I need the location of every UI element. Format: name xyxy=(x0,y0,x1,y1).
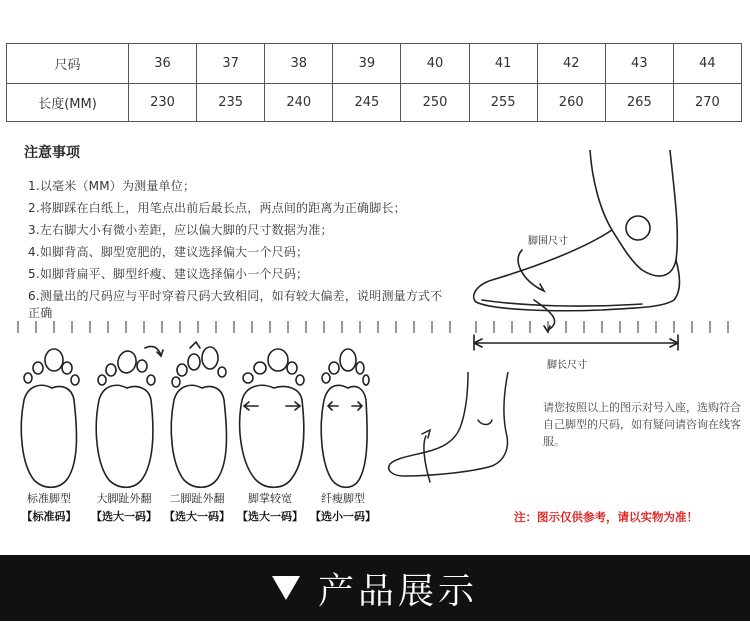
size-cell: 44 xyxy=(673,44,741,84)
size-row xyxy=(7,44,742,84)
foot-measurement-diagram xyxy=(462,150,712,355)
section-banner xyxy=(0,555,750,621)
slim-foot-icon xyxy=(321,349,369,487)
triangle-down-icon xyxy=(272,576,300,600)
foot-type-recommendation: 【选大一码】 xyxy=(91,510,157,523)
foot-type-label: 纤瘦脚型 xyxy=(321,492,365,505)
note-item: 1.以毫米（MM）为测量单位； xyxy=(28,179,196,193)
girth-label: 脚围尺寸 xyxy=(528,236,568,247)
size-cell: 42 xyxy=(537,44,605,84)
size-cell: 40 xyxy=(401,44,469,84)
length-cell: 230 xyxy=(129,84,197,122)
size-row-label: 尺码 xyxy=(7,44,129,84)
disclaimer-note: 注：图示仅供参考，请以实物为准！ xyxy=(514,510,698,524)
length-cell: 245 xyxy=(333,84,401,122)
note-item: 4.如脚背高、脚型宽肥的，建议选择偏大一个尺码； xyxy=(28,245,309,259)
foot-type-illustrations xyxy=(12,340,382,490)
length-cell: 270 xyxy=(673,84,741,122)
ruler xyxy=(14,319,464,335)
size-cell: 38 xyxy=(265,44,333,84)
length-row xyxy=(7,84,742,122)
foot-type-recommendation: 【选小一码】 xyxy=(310,510,376,523)
foot-type-label: 脚掌较宽 xyxy=(248,492,292,505)
size-cell: 36 xyxy=(129,44,197,84)
banner-title: 产品展示 xyxy=(317,570,478,612)
instructions-text: 请您按照以上的图示对号入座，选购符合自己脚型的尺码，如有疑问请咨询在线客服。 xyxy=(543,401,741,448)
length-label: 脚长尺寸 xyxy=(547,360,587,371)
foot-type-recommendation: 【标准码】 xyxy=(21,510,77,523)
foot-type-label: 大脚趾外翻 xyxy=(96,492,152,505)
note-item: 2.将脚踩在白纸上，用笔点出前后最长点，两点间的距离为正确脚长； xyxy=(28,201,406,215)
length-cell: 250 xyxy=(401,84,469,122)
foot-type-recommendation: 【选大一码】 xyxy=(237,510,303,523)
bottom-strip xyxy=(0,621,750,639)
foot-type-label: 二脚趾外翻 xyxy=(169,492,225,505)
foot-type-recommendation: 【选大一码】 xyxy=(164,510,230,523)
wide-foot-icon xyxy=(240,349,304,487)
length-cell: 265 xyxy=(605,84,673,122)
notes-title: 注意事项 xyxy=(24,145,80,161)
bunion-foot-icon xyxy=(96,346,163,487)
foot-sketch-icon xyxy=(382,372,522,484)
size-table xyxy=(6,43,742,122)
note-item: 6.测量出的尺码应与平时穿着尺码大致相同，如有较大偏差，说明测量方式不正确 xyxy=(28,289,443,320)
standard-foot-icon xyxy=(21,349,79,487)
note-item: 3.左右脚大小有微小差距，应以偏大脚的尺寸数据为准； xyxy=(28,223,333,237)
length-cell: 255 xyxy=(469,84,537,122)
length-row-label: 长度(MM) xyxy=(7,84,129,122)
size-cell: 43 xyxy=(605,44,673,84)
notes-list xyxy=(28,175,498,322)
size-cell: 39 xyxy=(333,44,401,84)
note-item: 5.如脚背扁平、脚型纤瘦、建议选择偏小一个尺码； xyxy=(28,267,309,281)
length-cell: 235 xyxy=(197,84,265,122)
size-cell: 37 xyxy=(197,44,265,84)
foot-type-label: 标准脚型 xyxy=(27,492,71,505)
length-cell: 240 xyxy=(265,84,333,122)
second-toe-foot-icon xyxy=(171,342,226,487)
size-cell: 41 xyxy=(469,44,537,84)
length-cell: 260 xyxy=(537,84,605,122)
